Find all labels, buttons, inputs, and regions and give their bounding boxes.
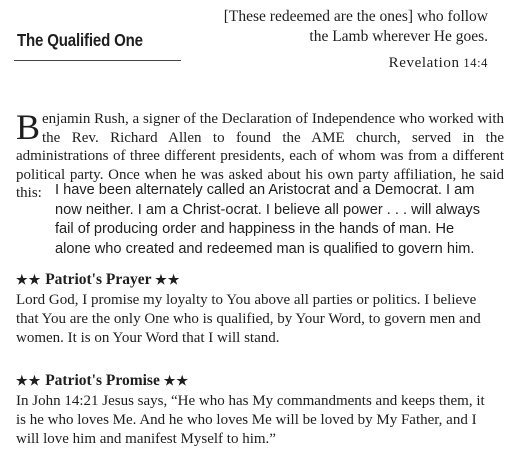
promise-heading-label: Patriot's Promise — [45, 372, 160, 389]
rush-quote: I have been alternately called an Aristocrat and a Democrat. I am now neither. I am a Christ-ocrat. I believe all power . . . will always fail of producing order and happiness in the hands of man. He alone who created and redeemed man is qualified to govern him. — [55, 182, 481, 257]
scripture-reference — [389, 55, 488, 72]
drop-cap: B — [16, 107, 41, 147]
star-icons: ★★ — [155, 272, 181, 287]
verse-line-2: the Lamb wherever He goes. — [309, 28, 488, 45]
intro-text: enjamin Rush, a signer of the Declaration of Independence who worked with the Rev. Richard Allen to found the AME church, served in the administrations of three different presidents, each of whom was from a different political party. Once when he was asked about his own party affiliation, he said this: — [16, 111, 504, 201]
title-underline — [14, 60, 181, 61]
star-icons: ★★ — [163, 373, 190, 388]
promise-heading — [16, 372, 189, 390]
prayer-heading-label: Patriot's Prayer — [45, 271, 152, 288]
star-icons: ★★ — [16, 373, 42, 388]
page-header — [0, 0, 510, 95]
reference-book: Revelation — [388, 55, 460, 71]
page-title: The Qualified One — [17, 30, 143, 50]
prayer-heading — [16, 271, 180, 289]
prayer-text: Lord God, I promise my loyalty to You above all parties or politics. I believe that You are the only One who is qualified, by Your Word, to govern men and women. It is on Your Word that I will stand. — [16, 292, 481, 346]
promise-text: In John 14:21 Jesus says, “He who has My commandments and keeps them, it is he who loves Me. And he who loves Me will be loved by My Father, and I will love him and manifest Myself to him.” — [16, 393, 485, 447]
reference-chapter-verse: 14:4 — [463, 56, 488, 70]
verse-line-1: [These redeemed are the ones] who follow — [223, 8, 488, 25]
star-icons: ★★ — [16, 272, 42, 287]
